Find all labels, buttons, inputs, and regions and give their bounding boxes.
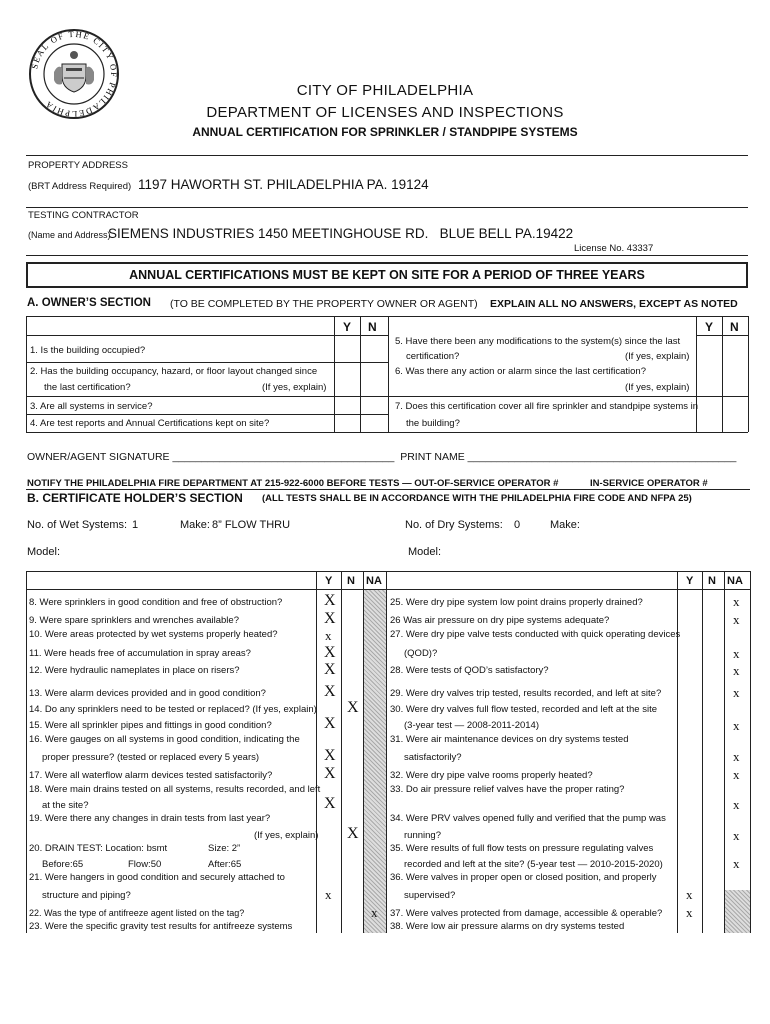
city-title: CITY OF PHILADELPHIA xyxy=(296,82,474,99)
section-b-title: B. CERTIFICATE HOLDER’S SECTION xyxy=(27,491,243,505)
question-34: 34. Were PRV valves opened fully and verified that the pump was xyxy=(390,813,666,824)
q35-na-mark[interactable]: x xyxy=(733,856,740,871)
question-7: 7. Does this certification cover all fire sprinkler and standpipe systems in xyxy=(395,401,699,412)
section-a-col-y: Y xyxy=(343,320,352,334)
q15-yes-mark[interactable]: X xyxy=(324,715,336,732)
q11-yes-mark[interactable]: X xyxy=(324,644,336,661)
question-2-cont: the last certification? xyxy=(44,382,131,393)
q22-na-mark[interactable]: x xyxy=(371,905,378,920)
testing-contractor-label: TESTING CONTRACTOR xyxy=(28,210,139,221)
wet-systems-label: No. of Wet Systems: xyxy=(27,519,128,531)
question-2-explain: (If yes, explain) xyxy=(262,382,327,393)
question-19-explain: (If yes, explain) xyxy=(254,830,319,841)
q8-yes-mark[interactable]: X xyxy=(324,592,336,609)
dry-make-label: Make: xyxy=(550,519,580,531)
q16-yes-mark[interactable]: X xyxy=(324,747,336,764)
question-16: 16. Were gauges on all systems in good condition, indicating the xyxy=(29,734,300,745)
question-5-explain: (If yes, explain) xyxy=(625,351,690,362)
wet-systems-value[interactable]: 1 xyxy=(132,519,139,531)
question-23: 23. Were the specific gravity test results for antifreeze systems xyxy=(29,921,293,932)
question-6-explain: (If yes, explain) xyxy=(625,382,690,393)
q21-yes-mark[interactable]: x xyxy=(325,887,332,902)
question-27-cont: (QOD)? xyxy=(404,648,438,659)
question-22: 22. Was the type of antifreeze agent listed on the tag? xyxy=(29,908,245,918)
q30-na-mark[interactable]: x xyxy=(733,718,740,733)
q9-yes-mark[interactable]: X xyxy=(324,610,336,627)
question-28: 28. Were tests of QOD’s satisfactory? xyxy=(390,665,549,676)
question-35-cont: recorded and left at the site? (5-year test — 2010-2015-2020) xyxy=(404,859,663,870)
drain-test-location[interactable]: 20. DRAIN TEST: Location: bsmt xyxy=(29,843,168,854)
q12-yes-mark[interactable]: X xyxy=(324,661,336,678)
question-25: 25. Were dry pipe system low point drains properly drained? xyxy=(390,597,643,608)
question-35: 35. Were results of full flow tests on pressure regulating valves xyxy=(390,843,654,854)
q29-na-mark[interactable]: x xyxy=(733,685,740,700)
section-b-col-n-right: N xyxy=(708,575,716,587)
drain-test-size[interactable]: Size: 2” xyxy=(208,843,241,854)
question-2: 2. Has the building occupancy, hazard, or floor layout changed since xyxy=(30,366,318,377)
q28-na-mark[interactable]: x xyxy=(733,663,740,678)
question-6: 6. Was there any action or alarm since the last certification? xyxy=(395,366,646,377)
q27-na-mark[interactable]: x xyxy=(733,646,740,661)
question-37: 37. Were valves protected from damage, accessible & operable? xyxy=(390,908,663,919)
q33-na-mark[interactable]: x xyxy=(733,797,740,812)
question-38: 38. Were low air pressure alarms on dry systems tested xyxy=(390,921,625,932)
question-34-cont: running? xyxy=(404,830,441,841)
q32-na-mark[interactable]: x xyxy=(733,767,740,782)
question-1: 1. Is the building occupied? xyxy=(30,345,146,356)
question-33: 33. Do air pressure relief valves have the proper rating? xyxy=(390,784,625,795)
question-31: 31. Were air maintenance devices on dry systems tested xyxy=(390,734,629,745)
question-10: 10. Were areas protected by wet systems properly heated? xyxy=(29,629,278,640)
section-a-note: EXPLAIN ALL NO ANSWERS, EXCEPT AS NOTED xyxy=(490,298,738,310)
section-a-col-n-right: N xyxy=(730,320,739,334)
question-21: 21. Were hangers in good condition and securely attached to xyxy=(29,872,285,883)
wet-model-label: Model: xyxy=(27,546,61,558)
seal-text: SEAL OF THE CITY OF PHILADELPHIA xyxy=(29,28,120,120)
question-30: 30. Were dry valves full flow tested, recorded and left at the site xyxy=(390,704,658,715)
question-18: 18. Were main drains tested on all systems, results recorded, and left xyxy=(29,784,321,795)
question-36: 36. Were valves in proper open or closed position, and properly xyxy=(390,872,657,883)
dry-systems-label: No. of Dry Systems: xyxy=(405,519,503,531)
property-address-field[interactable]: 1197 HAWORTH ST. PHILADELPHIA PA. 19124 xyxy=(138,177,429,192)
wet-make-value[interactable]: 8” FLOW THRU xyxy=(212,519,291,531)
question-27: 27. Were dry pipe valve tests conducted with quick operating devices xyxy=(390,629,681,640)
question-14: 14. Do any sprinklers need to be tested or replaced? (If yes, explain) xyxy=(29,704,317,715)
question-32: 32. Were dry pipe valve rooms properly heated? xyxy=(390,770,593,781)
question-7-cont: the building? xyxy=(406,418,460,429)
wet-make-label: Make: xyxy=(180,519,210,531)
section-b-col-n: N xyxy=(347,575,355,587)
retention-banner: ANNUAL CERTIFICATIONS MUST BE KEPT ON SITE FOR A PERIOD OF THREE YEARS xyxy=(26,262,748,288)
q34-na-mark[interactable]: x xyxy=(733,828,740,843)
drain-test-after[interactable]: After:65 xyxy=(208,859,242,870)
form-title: ANNUAL CERTIFICATION FOR SPRINKLER / STANDPIPE SYSTEMS xyxy=(192,125,578,139)
section-a-col-y-right: Y xyxy=(705,320,714,334)
q26-na-mark[interactable]: x xyxy=(733,612,740,627)
drain-test-before[interactable]: Before:65 xyxy=(42,859,84,870)
q13-yes-mark[interactable]: X xyxy=(324,683,336,700)
section-a-col-n: N xyxy=(368,320,377,334)
question-9: 9. Were spare sprinklers and wrenches available? xyxy=(29,615,239,626)
question-12: 12. Were hydraulic nameplates in place on risers? xyxy=(29,665,240,676)
section-b-col-y: Y xyxy=(325,575,333,587)
q18-yes-mark[interactable]: X xyxy=(324,795,336,812)
section-a-subtitle: (TO BE COMPLETED BY THE PROPERTY OWNER OR AGENT) xyxy=(170,298,478,310)
section-b-col-na: NA xyxy=(366,575,382,587)
question-29: 29. Were dry valves trip tested, results recorded, and left at site? xyxy=(390,688,662,699)
testing-contractor-sublabel: (Name and Address) xyxy=(28,230,111,240)
q36-yes-mark[interactable]: x xyxy=(686,887,693,902)
q25-na-mark[interactable]: x xyxy=(733,594,740,609)
question-18-cont: at the site? xyxy=(42,800,89,811)
question-13: 13. Were alarm devices provided and in good condition? xyxy=(29,688,266,699)
question-5: 5. Have there been any modifications to the system(s) since the last xyxy=(395,336,681,347)
property-address-label: PROPERTY ADDRESS xyxy=(28,160,128,171)
owner-signature-line[interactable]: OWNER/AGENT SIGNATURE ______________________________________ PRINT NAME ______________________________________________ xyxy=(27,451,737,463)
question-3: 3. Are all systems in service? xyxy=(30,401,153,412)
question-15: 15. Were all sprinkler pipes and fittings in good condition? xyxy=(29,720,272,731)
section-b-col-y-right: Y xyxy=(686,575,694,587)
question-5-cont: certification? xyxy=(406,351,460,362)
question-36-cont: supervised? xyxy=(404,890,456,901)
section-b-subtitle: (ALL TESTS SHALL BE IN ACCORDANCE WITH THE PHILADELPHIA FIRE CODE AND NFPA 25) xyxy=(262,493,692,504)
question-26: 26 Was air pressure on dry pipe systems adequate? xyxy=(390,615,610,626)
question-17: 17. Were all waterflow alarm devices tested satisfactorily? xyxy=(29,770,273,781)
q19-no-mark[interactable]: X xyxy=(347,825,359,842)
q17-yes-mark[interactable]: X xyxy=(324,765,336,782)
q31-na-mark[interactable]: x xyxy=(733,749,740,764)
license-number[interactable]: License No. 43337 xyxy=(574,243,654,254)
property-address-sublabel: (BRT Address Required) xyxy=(28,181,132,192)
section-b-col-na-right: NA xyxy=(727,575,743,587)
testing-contractor-field[interactable]: SIEMENS INDUSTRIES 1450 MEETINGHOUSE RD. BLUE BELL PA.19422 xyxy=(108,226,574,241)
question-19: 19. Were there any changes in drain tests from last year? xyxy=(29,813,271,824)
question-21-cont: structure and piping? xyxy=(42,890,131,901)
q14-no-mark[interactable]: X xyxy=(347,699,359,716)
in-service-operator[interactable]: IN-SERVICE OPERATOR # xyxy=(590,478,708,489)
question-11: 11. Were heads free of accumulation in spray areas? xyxy=(29,648,251,659)
question-31-cont: satisfactorily? xyxy=(404,752,462,763)
drain-test-flow[interactable]: Flow:50 xyxy=(128,859,162,870)
dry-model-label: Model: xyxy=(408,546,442,558)
q37-yes-mark[interactable]: x xyxy=(686,905,693,920)
section-a-title: A. OWNER’S SECTION xyxy=(27,297,151,309)
notify-fire-dept: NOTIFY THE PHILADELPHIA FIRE DEPARTMENT AT 215-922-6000 BEFORE TESTS — OUT-OF-SERVICE OPERATOR # xyxy=(27,478,559,489)
department-title: DEPARTMENT OF LICENSES AND INSPECTIONS xyxy=(206,104,564,121)
question-30-cont: (3-year test — 2008-2011-2014) xyxy=(404,720,540,731)
q10-yes-mark[interactable]: x xyxy=(325,628,332,643)
question-16-cont: proper pressure? (tested or replaced every 5 years) xyxy=(42,752,260,763)
question-8: 8. Were sprinklers in good condition and free of obstruction? xyxy=(29,597,283,608)
question-4: 4. Are test reports and Annual Certifications kept on site? xyxy=(30,418,270,429)
dry-systems-value[interactable]: 0 xyxy=(514,519,521,531)
